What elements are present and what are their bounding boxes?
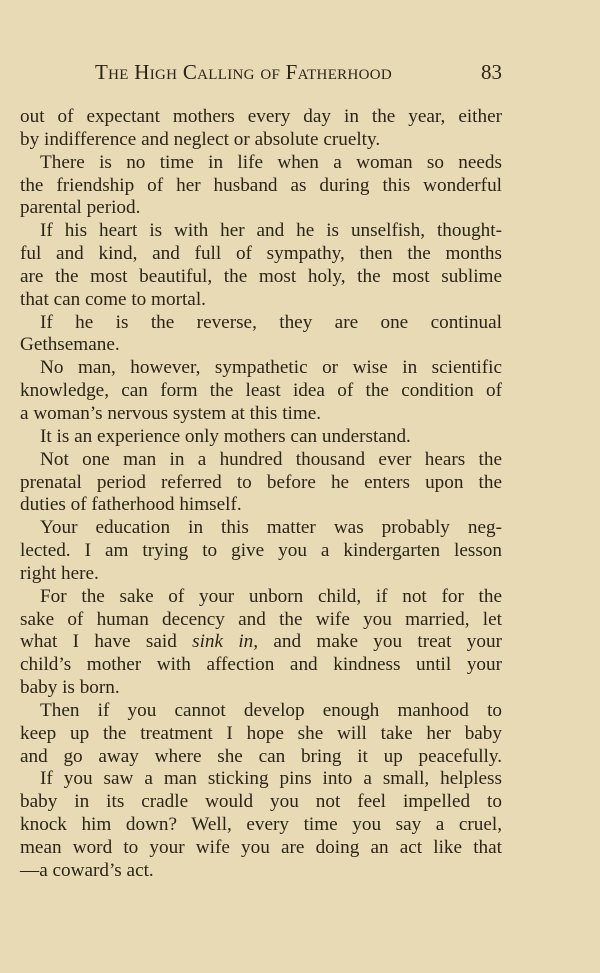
text-line: If his heart is with her and he is unselfish, thought- [40, 220, 502, 242]
text-line: lected. I am trying to give you a kindergarten lesson [20, 540, 502, 562]
text-line: by indifference and neglect or absolute cruelty. [20, 128, 381, 150]
page-number: 83 [481, 60, 502, 84]
running-header [95, 60, 502, 88]
running-title: The High Calling of Fatherhood [95, 60, 392, 84]
text-line: mean word to your wife you are doing an act like that [20, 837, 502, 858]
text-line: Gethsemane. [20, 334, 120, 356]
text-line: —a coward’s act. [20, 859, 154, 881]
text-line: sake of human decency and the wife you married, let [20, 608, 502, 630]
text-line: Then if you cannot develop enough manhood to [40, 699, 502, 721]
text-line: knowledge, can form the least idea of the condition of [20, 380, 502, 402]
text-line: Not one man in a hundred thousand ever hears the [40, 448, 502, 470]
text-line: a woman’s nervous system at this time. [20, 402, 322, 424]
text-line: are the most beautiful, the most holy, the most sublime [20, 265, 502, 287]
text-line: For the sake of your unborn child, if not for the [40, 585, 502, 607]
text-line: duties of fatherhood himself. [20, 494, 242, 516]
text-line: child’s mother with affection and kindness until your [20, 654, 502, 676]
text-line: Your education in this matter was probably neg- [40, 517, 502, 539]
text-line: baby in its cradle would you not feel impelled to [20, 791, 502, 813]
text-line: prenatal period referred to before he enters upon the [20, 471, 502, 493]
text-line: There is no time in life when a woman so needs [40, 151, 502, 173]
text-line: ful and kind, and full of sympathy, then the months [20, 243, 502, 265]
text-line: No man, however, sympathetic or wise in scientific [40, 357, 502, 379]
text-line: It is an experience only mothers can understand. [40, 425, 411, 447]
text-line: parental period. [20, 197, 141, 219]
text-line: the friendship of her husband as during this wonderful [20, 174, 502, 196]
body-text [20, 106, 502, 883]
text-line: If he is the reverse, they are one continual [40, 311, 502, 333]
text-line: out of expectant mothers every day in the year, either [20, 106, 502, 127]
text-segment: what I have said [20, 631, 193, 653]
text-line [20, 631, 502, 654]
text-line: right here. [20, 562, 99, 584]
italic-phrase: sink in, [192, 631, 259, 653]
text-line: keep up the treatment I hope she will take her baby [20, 722, 502, 744]
text-line: knock him down? Well, every time you say a cruel, [20, 814, 502, 836]
text-line: that can come to mortal. [20, 288, 206, 310]
text-segment: and make you treat your [258, 631, 502, 653]
text-line: baby is born. [20, 677, 120, 699]
text-line: and go away where she can bring it up peacefully. [20, 745, 502, 767]
text-line: If you saw a man sticking pins into a small, helpless [40, 768, 502, 790]
